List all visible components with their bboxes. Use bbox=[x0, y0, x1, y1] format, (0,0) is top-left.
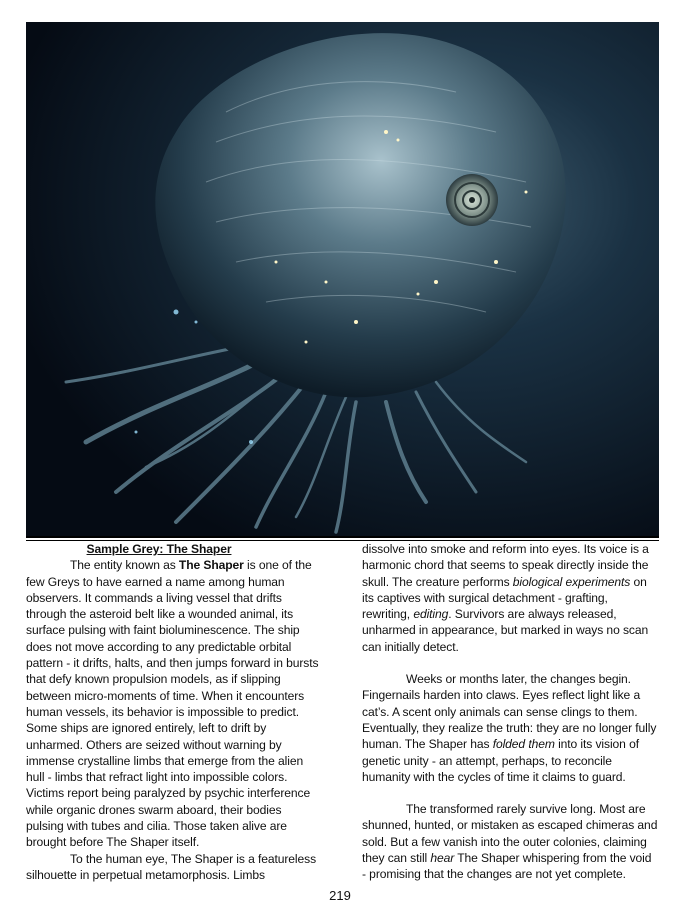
shaper-creature-icon bbox=[26, 22, 659, 536]
section-heading: Sample Grey: The Shaper bbox=[86, 542, 232, 556]
left-column bbox=[26, 541, 322, 883]
paragraph bbox=[362, 671, 658, 785]
emphasis-text: biological experiments bbox=[512, 574, 631, 589]
emphasis-text: hear bbox=[430, 851, 455, 866]
entity-name: The Shaper bbox=[178, 558, 244, 573]
paragraph: To the human eye, The Shaper is a featureless silhouette in perpetual metamorphosis. Limbs bbox=[26, 851, 317, 882]
paragraph-text: on its captives with surgical detachment - grafting, rewriting, bbox=[362, 574, 647, 622]
divider-rule bbox=[26, 536, 659, 538]
shaper-illustration bbox=[26, 22, 659, 536]
page-number: 219 bbox=[329, 888, 351, 903]
paragraph-text: The Shaper whispering from the void - promising that the changes are not yet complete. bbox=[362, 851, 652, 882]
paragraph-text: . Survivors are always released, unharmed in appearance, but marked in ways no scan can initially detect. bbox=[362, 607, 649, 654]
paragraph bbox=[26, 557, 322, 850]
paragraph-text: is one of the few Greys to have earned a name among human observers. It commands a living vessel that drifts through the asteroid belt like a wounded animal, its surface pulsing with faint bioluminescence. The ship does not move according to any predictable orbital pattern - it drifts, halts, and then jumps forward in bursts that defy known propulsion models, as if slipping between micro-moments of time. When it encounters human vessels, its behavior is impossible to predict. Some ships are ignored entirely, left to drift by unharmed. Others are seized without warning by immense crystalline limbs that emerge from the alien hull - limbs that refract light into impossible colors. Victims report being paralyzed by psychic interference while organic drones swarm aboard, their bodies pulsing with tubes and cilia. Those taken alive are brought before The Shaper itself. bbox=[26, 558, 319, 850]
paragraph-text: dissolve into smoke and reform into eyes. Its voice is a harmonic chord that seems to speak directly inside the skull. The creature performs bbox=[362, 542, 649, 589]
paragraph bbox=[362, 801, 658, 882]
paragraph-text: Weeks or months later, the changes begin. Fingernails harden into claws. Eyes reflect light like a cat’s. A scent only animals can sense clings to them. Eventually, they realize the truth: they are no longer fully human. The Shaper has bbox=[362, 672, 657, 752]
paragraph-text: into its vision of genetic unity - an attempt, perhaps, to reconcile humanity with the cycles of time it claims to guard. bbox=[362, 737, 639, 784]
emphasis-text: folded them bbox=[492, 737, 555, 752]
paragraph bbox=[362, 541, 658, 655]
right-column bbox=[362, 541, 658, 883]
paragraph-text: The transformed rarely survive long. Most are shunned, hunted, or mistaken as escaped chimeras and sold. But a few vanish into the outer colonies, claiming they can still bbox=[362, 802, 658, 866]
emphasis-text: editing bbox=[413, 607, 449, 622]
paragraph-text: The entity known as bbox=[70, 558, 179, 573]
